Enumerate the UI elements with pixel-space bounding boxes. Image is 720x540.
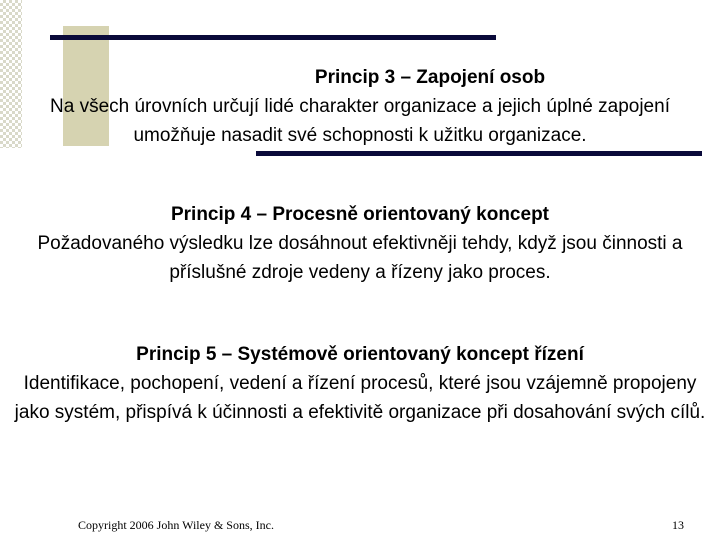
footer-copyright: Copyright 2006 John Wiley & Sons, Inc. <box>78 518 274 532</box>
principle-5-block <box>0 340 720 427</box>
principle-4-title: Princip 4 – Procesně orientovaný koncept <box>170 204 549 225</box>
principle-3-block <box>0 63 720 150</box>
principle-5-title: Princip 5 – Systémově orientovaný koncept řízení <box>136 344 584 365</box>
principle-3-text: Na všech úrovních určují lidé charakter organizace a jejich úplné zapojení umožňuje nasadit své schopnosti k užitku organizace. <box>50 96 670 146</box>
principle-4-block <box>0 200 720 287</box>
footer-page-number: 13 <box>672 518 684 532</box>
decorative-top-rule <box>50 35 496 40</box>
principle-3-title: Princip 3 – Zapojení osob <box>314 67 546 88</box>
principle-4-text: Požadovaného výsledku lze dosáhnout efektivněji tehdy, když jsou činnosti a příslušné zdroje vedeny a řízeny jako proces. <box>37 233 683 283</box>
decorative-middle-rule <box>256 151 702 156</box>
principle-5-text: Identifikace, pochopení, vedení a řízení procesů, které jsou vzájemně propojeny jako systém, přispívá k účinnosti a efektivitě organizace při dosahování svých cílů. <box>14 373 706 423</box>
